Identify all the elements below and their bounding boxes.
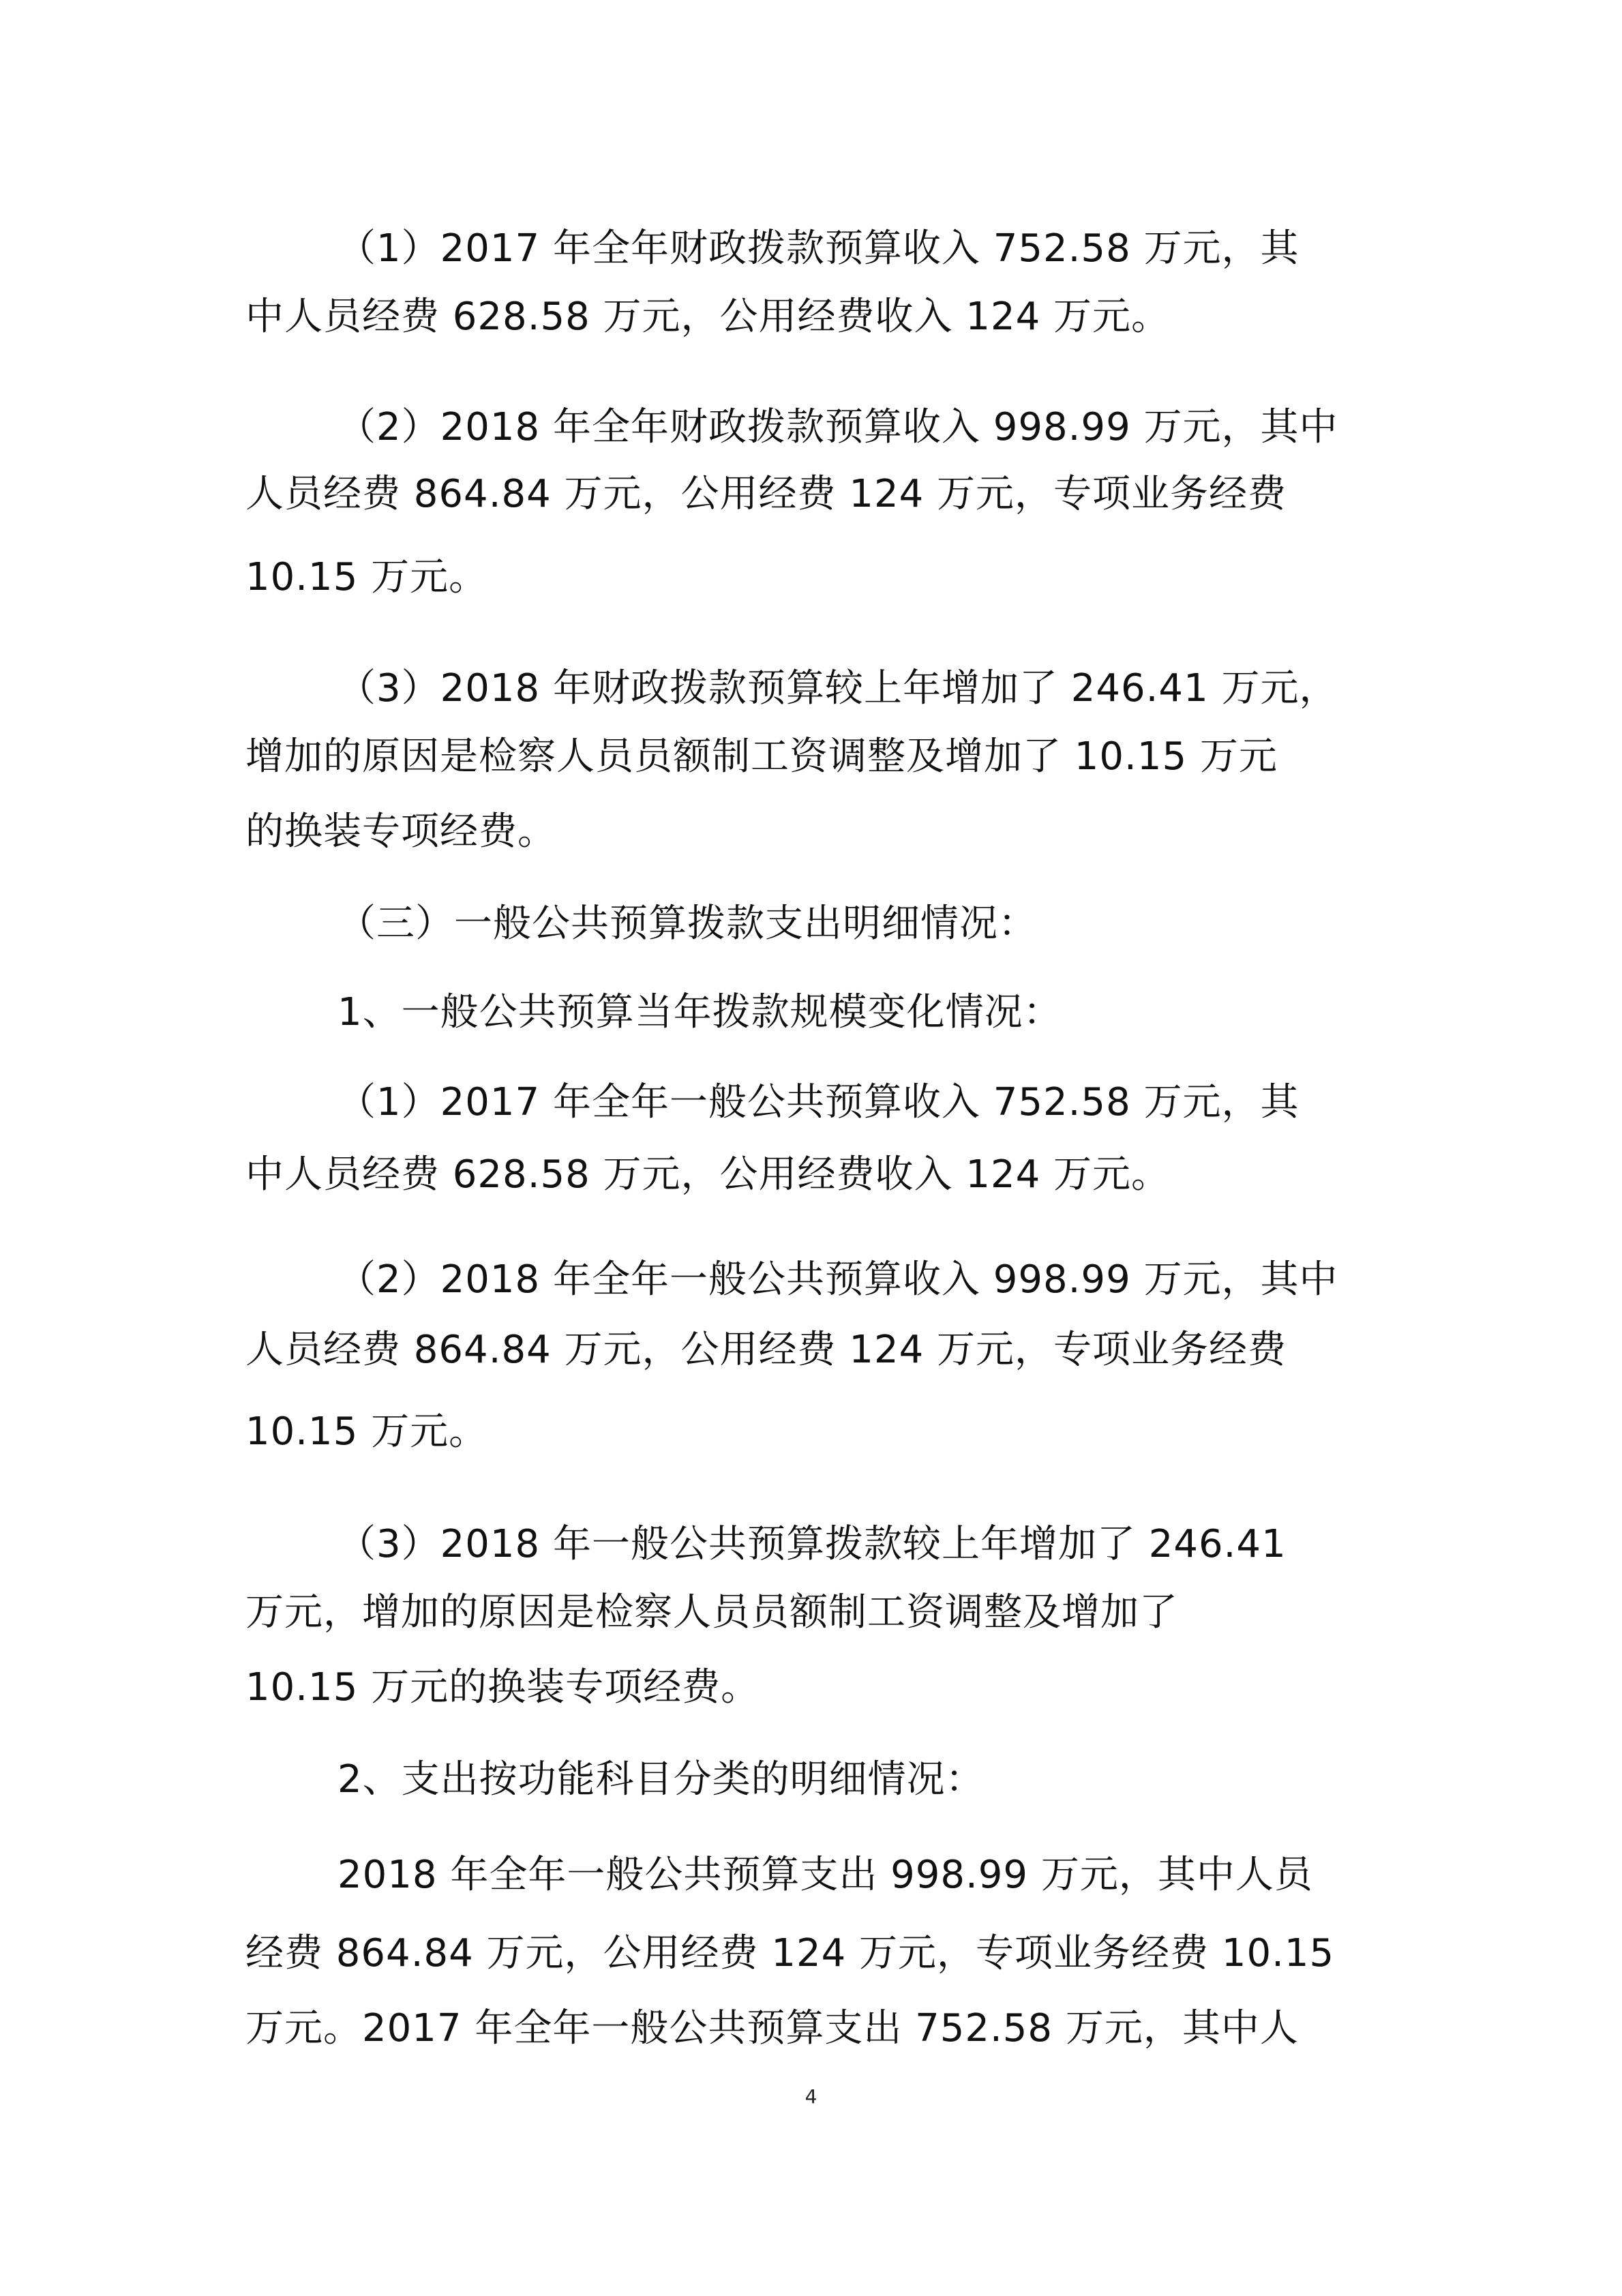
paragraph-line: 10.15 万元。 (245, 1410, 488, 1454)
paragraph-line: （2）2018 年全年一般公共预算收入 998.99 万元，其中 (337, 1257, 1338, 1302)
paragraph-line: 经费 864.84 万元，公用经费 124 万元，专项业务经费 10.15 (245, 1931, 1335, 1976)
paragraph-line: （1）2017 年全年一般公共预算收入 752.58 万元，其 (337, 1080, 1300, 1124)
paragraph-line: 万元。2017 年全年一般公共预算支出 752.58 万元，其中人 (245, 2006, 1299, 2051)
section-heading: （三）一般公共预算拨款支出明细情况： (337, 901, 1037, 946)
paragraph-line: 万元，增加的原因是检察人员员额制工资调整及增加了 (245, 1590, 1178, 1635)
paragraph-line: 人员经费 864.84 万元，公用经费 124 万元，专项业务经费 (245, 472, 1287, 516)
paragraph-line: （2）2018 年全年财政拨款预算收入 998.99 万元，其中 (337, 405, 1338, 449)
paragraph-line: 10.15 万元的换装专项经费。 (245, 1665, 760, 1710)
subsection-heading: 2、支出按功能科目分类的明细情况： (337, 1757, 985, 1802)
paragraph-line: 的换装专项经费。 (245, 809, 556, 854)
paragraph-line: 10.15 万元。 (245, 555, 488, 599)
paragraph-line: （1）2017 年全年财政拨款预算收入 752.58 万元，其 (337, 226, 1300, 271)
paragraph-line: （3）2018 年财政拨款预算较上年增加了 246.41 万元， (337, 666, 1338, 711)
paragraph-line: （3）2018 年一般公共预算拨款较上年增加了 246.41 (337, 1522, 1287, 1566)
paragraph-line: 中人员经费 628.58 万元，公用经费收入 124 万元。 (245, 295, 1171, 339)
paragraph-line: 2018 年全年一般公共预算支出 998.99 万元，其中人员 (337, 1853, 1313, 1897)
paragraph-line: 增加的原因是检察人员员额制工资调整及增加了 10.15 万元 (245, 734, 1278, 779)
paragraph-line: 中人员经费 628.58 万元，公用经费收入 124 万元。 (245, 1152, 1171, 1197)
page-number: 4 (805, 2085, 817, 2108)
subsection-heading: 1、一般公共预算当年拨款规模变化情况： (337, 990, 1062, 1034)
paragraph-line: 人员经费 864.84 万元，公用经费 124 万元，专项业务经费 (245, 1328, 1287, 1372)
